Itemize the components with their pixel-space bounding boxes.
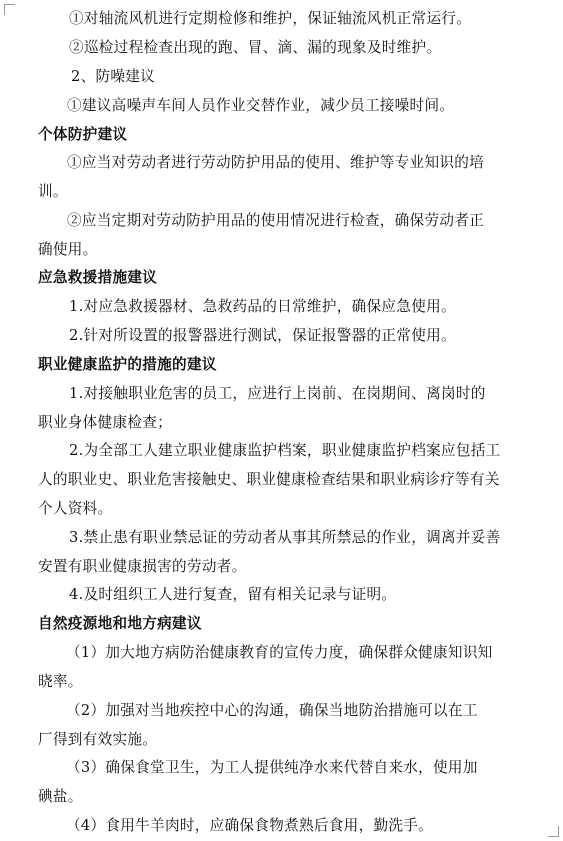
paragraph-line: 厂得到有效实施。 (38, 731, 158, 748)
paragraph-line: 训。 (38, 183, 68, 200)
paragraph-line: ②应当定期对劳动防护用品的使用情况进行检查，确保劳动者正 (67, 212, 485, 229)
section-heading-emergency-rescue: 应急救援措施建议 (38, 269, 158, 286)
paragraph-line: ①对轴流风机进行定期检修和维护，保证轴流风机正常运行。 (69, 10, 472, 27)
paragraph-line: 1.对接触职业危害的员工，应进行上岗前、在岗期间、离岗时的 (69, 385, 486, 402)
paragraph-line: ①建议高噪声车间人员作业交替作业，减少员工接噪时间。 (67, 97, 455, 114)
section-heading-natural-focus: 自然疫源地和地方病建议 (38, 615, 202, 632)
paragraph-line: 职业身体健康检查； (38, 414, 173, 431)
paragraph-line: 2.针对所设置的报警器进行测试，保证报警器的正常使用。 (69, 327, 456, 344)
subsection-heading: 2、防噪建议 (71, 68, 156, 85)
paragraph-line: （4）食用牛羊肉时，应确保食物煮熟后食用，勤洗手。 (66, 817, 434, 834)
paragraph-line: 确使用。 (38, 241, 98, 258)
paragraph-line: ①应当对劳动者进行劳动防护用品的使用、维护等专业知识的培 (67, 154, 485, 171)
paragraph-line: 个人资料。 (38, 500, 113, 517)
section-heading-personal-protection: 个体防护建议 (38, 126, 128, 143)
paragraph-line: 2.为全部工人建立职业健康监护档案，职业健康监护档案应包括工 (69, 442, 501, 459)
page-corner-mark-top-left (4, 4, 15, 15)
paragraph-line: （1）加大地方病防治健康教育的宣传力度，确保群众健康知识知 (66, 644, 493, 661)
paragraph-line: 4.及时组织工人进行复查，留有相关记录与证明。 (69, 586, 397, 603)
paragraph-line: （2）加强对当地疾控中心的沟通，确保当地防治措施可以在工 (66, 702, 478, 719)
section-heading-health-monitoring: 职业健康监护的措施的建议 (38, 356, 217, 373)
paragraph-line: 安置有职业健康损害的劳动者。 (38, 558, 247, 575)
paragraph-line: 人的职业史、职业危害接触史、职业健康检查结果和职业病诊疗等有关 (38, 471, 500, 488)
paragraph-line: 晓率。 (38, 673, 83, 690)
paragraph-line: 3.禁止患有职业禁忌证的劳动者从事其所禁忌的作业，调离并妥善 (69, 529, 501, 546)
paragraph-line: ②巡检过程检查出现的跑、冒、滴、漏的现象及时维护。 (69, 39, 442, 56)
paragraph-line: 1.对应急救援器材、急救药品的日常维护，确保应急使用。 (69, 298, 456, 315)
paragraph-line: （3）确保食堂卫生，为工人提供纯净水来代替自来水，使用加 (66, 759, 478, 776)
page-corner-mark-bottom-right (548, 826, 559, 837)
paragraph-line: 碘盐。 (38, 788, 83, 805)
